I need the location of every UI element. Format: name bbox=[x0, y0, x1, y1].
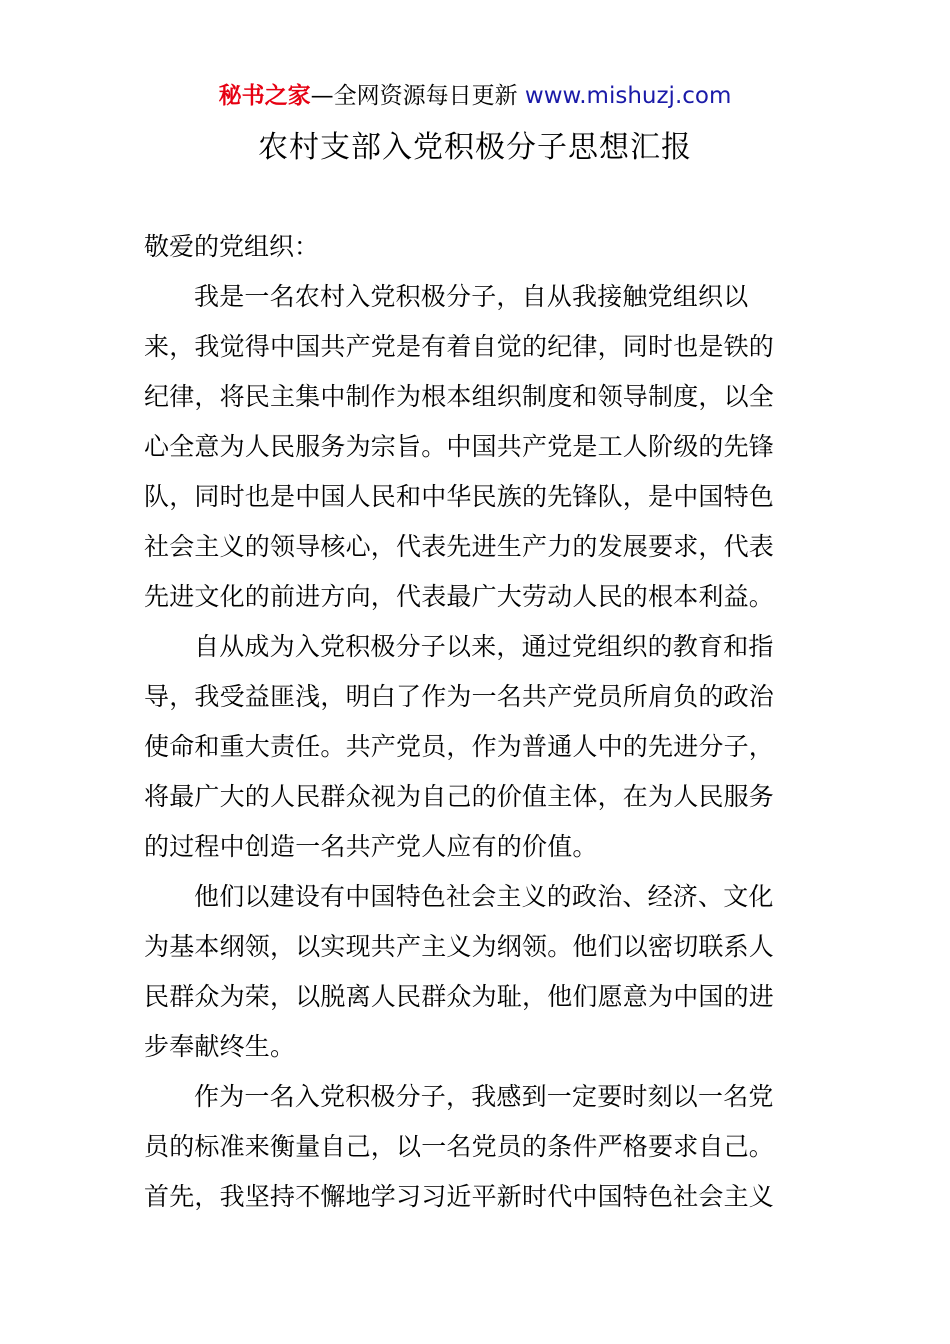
paragraph-line: 员的标准来衡量自己，以一名党员的条件严格要求自己。 bbox=[144, 1132, 775, 1161]
paragraph-line: 导，我受益匪浅，明白了作为一名共产党员所肩负的政治 bbox=[144, 682, 775, 711]
paragraph-line: 作为一名入党积极分子，我感到一定要时刻以一名党 bbox=[194, 1082, 774, 1111]
paragraph-line: 为基本纲领，以实现共产主义为纲领。他们以密切联系人 bbox=[144, 932, 775, 961]
paragraph-line: 先进文化的前进方向，代表最广大劳动人民的根本利益。 bbox=[144, 582, 775, 611]
paragraph-line: 社会主义的领导核心，代表先进生产力的发展要求，代表 bbox=[144, 532, 775, 561]
paragraph-line: 步奉献终生。 bbox=[144, 1032, 296, 1061]
site-url-link[interactable]: www.mishuzj.com bbox=[524, 83, 732, 109]
paragraph-line: 使命和重大责任。共产党员，作为普通人中的先进分子， bbox=[144, 732, 775, 761]
document-body bbox=[144, 222, 814, 1222]
document-title: 农村支部入党积极分子思想汇报 bbox=[258, 130, 692, 165]
paragraph-line: 纪律，将民主集中制作为根本组织制度和领导制度，以全 bbox=[144, 382, 775, 411]
paragraph-line: 我是一名农村入党积极分子，自从我接触党组织以 bbox=[194, 282, 749, 311]
paragraph-line: 心全意为人民服务为宗旨。中国共产党是工人阶级的先锋 bbox=[144, 432, 775, 461]
paragraph-1 bbox=[144, 272, 814, 622]
paragraph-line: 的过程中创造一名共产党人应有的价值。 bbox=[144, 832, 598, 861]
paragraph-line: 民群众为荣，以脱离人民群众为耻，他们愿意为中国的进 bbox=[144, 982, 775, 1011]
paragraph-line: 首先，我坚持不懈地学习习近平新时代中国特色社会主义 bbox=[144, 1182, 775, 1211]
site-header bbox=[0, 80, 950, 112]
paragraph-3 bbox=[144, 872, 814, 1072]
paragraph-line: 将最广大的人民群众视为自己的价值主体，在为人民服务 bbox=[144, 782, 775, 811]
paragraph-2 bbox=[144, 622, 814, 872]
paragraph-line: 来，我觉得中国共产党是有着自觉的纪律，同时也是铁的 bbox=[144, 332, 775, 361]
paragraph-4 bbox=[144, 1072, 814, 1222]
paragraph-line: 自从成为入党积极分子以来，通过党组织的教育和指 bbox=[194, 632, 774, 661]
paragraph-line: 他们以建设有中国特色社会主义的政治、经济、文化 bbox=[194, 882, 774, 911]
brand-name: 秘书之家 bbox=[218, 83, 311, 109]
header-tagline: —全网资源每日更新 bbox=[310, 83, 525, 109]
paragraph-line: 队，同时也是中国人民和中华民族的先锋队，是中国特色 bbox=[144, 482, 775, 511]
salutation: 敬爱的党组织： bbox=[144, 232, 320, 261]
